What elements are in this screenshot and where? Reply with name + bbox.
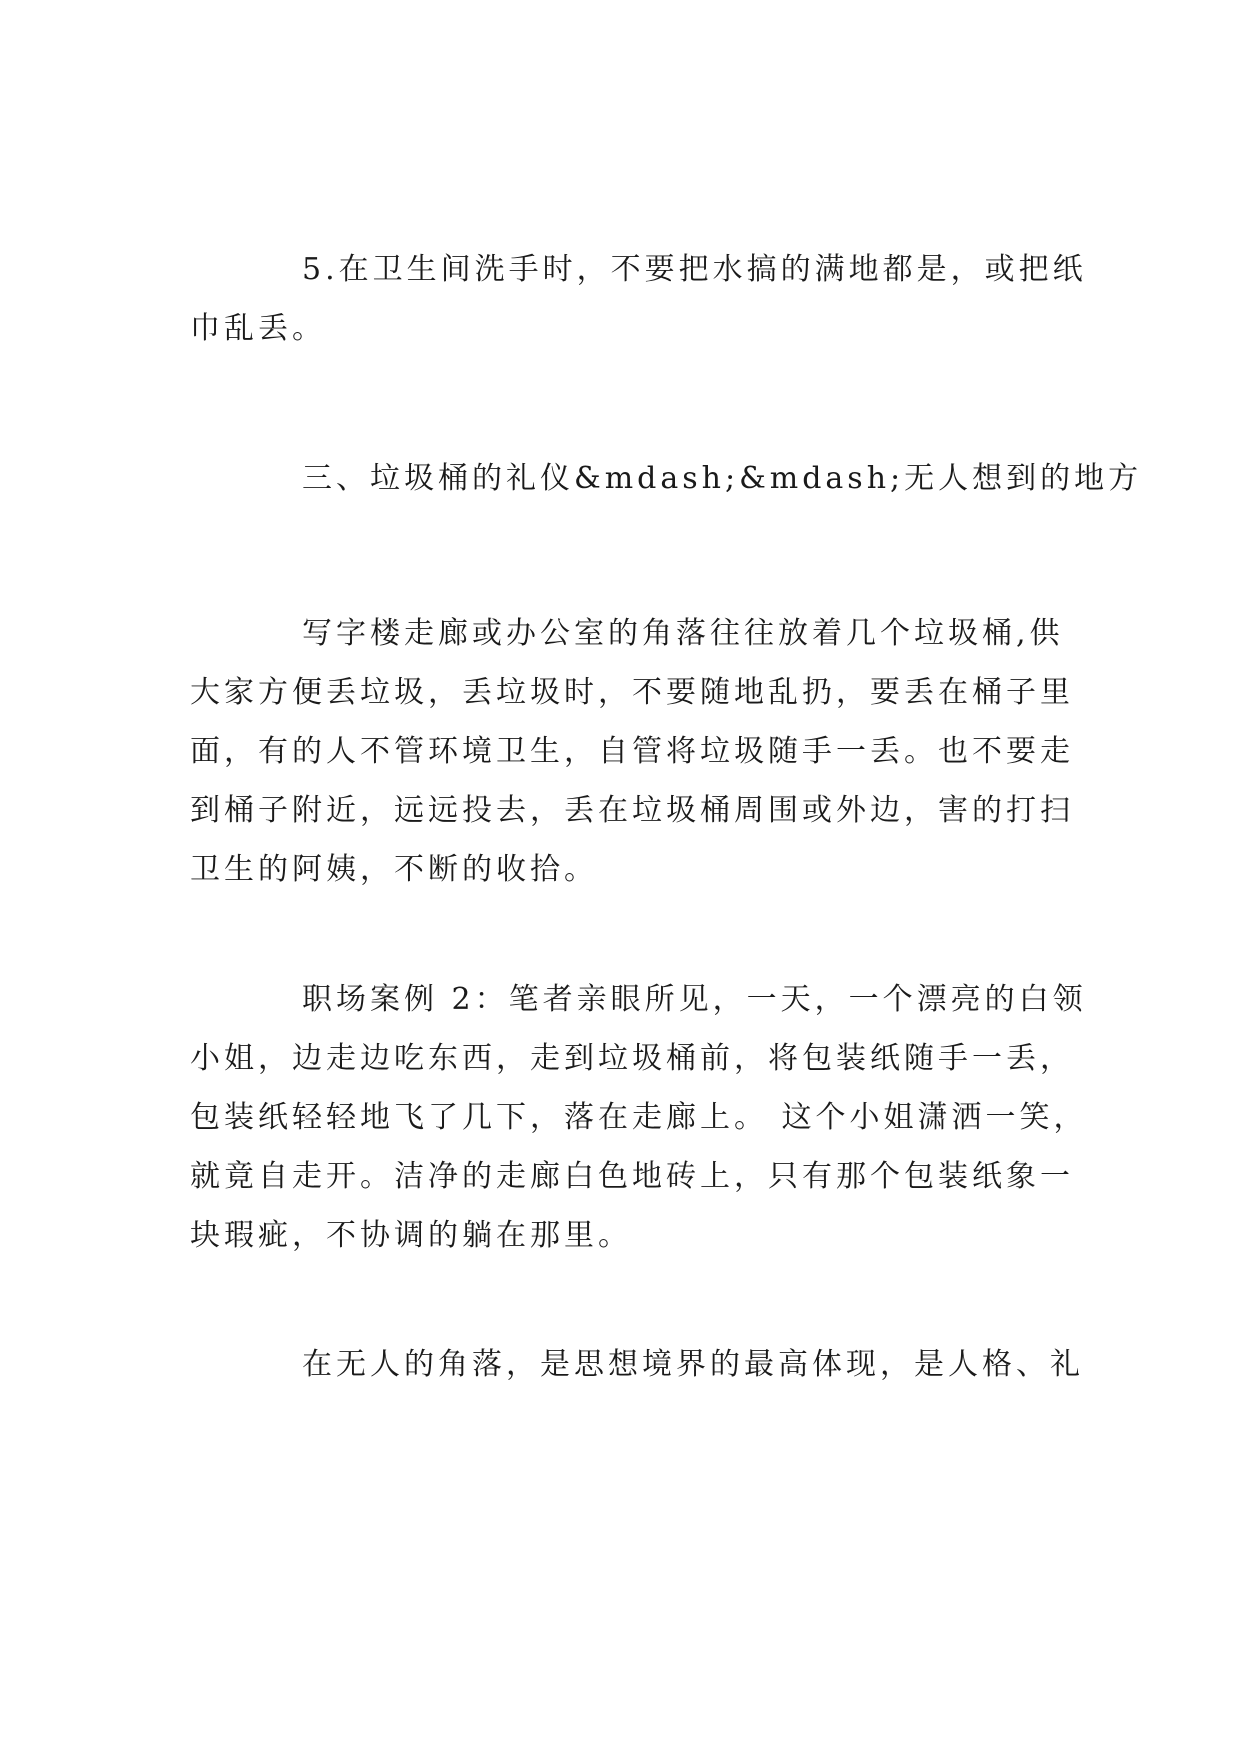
paragraph-line: 职场案例 2：笔者亲眼所见，一天，一个漂亮的白领: [302, 982, 1087, 1017]
paragraph-workplace-case-2: [190, 970, 1088, 1265]
paragraph-line: 小姐，边走边吃东西，走到垃圾桶前，将包装纸随手一丢，: [190, 1041, 1074, 1076]
paragraph-line: 块瑕疵，不协调的躺在那里。: [190, 1218, 632, 1253]
paragraph-line: 包装纸轻轻地飞了几下，落在走廊上。 这个小姐潇洒一笑，: [190, 1100, 1088, 1135]
paragraph-line: 在无人的角落，是思想境界的最高体现，是人格、礼: [302, 1347, 1084, 1382]
paragraph-line: 卫生的阿姨，不断的收拾。: [190, 852, 598, 887]
paragraph-line: 到桶子附近，远远投去，丢在垃圾桶周围或外边，害的打扫: [190, 793, 1074, 828]
paragraph-trash-bin-usage: [190, 604, 1074, 899]
section-heading-trash-bin-etiquette: [190, 449, 1143, 508]
section-heading-line: 三、垃圾桶的礼仪&mdash;&mdash;无人想到的地方: [302, 461, 1143, 496]
paragraph-hand-washing: [190, 240, 1087, 358]
paragraph-line: 写字楼走廊或办公室的角落往往放着几个垃圾桶,供: [302, 616, 1064, 651]
paragraph-unseen-corner: [190, 1335, 1084, 1394]
paragraph-line: 巾乱丢。: [190, 311, 326, 346]
paragraph-line: 面，有的人不管环境卫生，自管将垃圾随手一丢。也不要走: [190, 734, 1074, 769]
paragraph-line: 大家方便丢垃圾，丢垃圾时，不要随地乱扔，要丢在桶子里: [190, 675, 1074, 710]
paragraph-line: 5.在卫生间洗手时，不要把水搞的满地都是，或把纸: [302, 252, 1087, 287]
paragraph-line: 就竟自走开。洁净的走廊白色地砖上，只有那个包装纸象一: [190, 1159, 1074, 1194]
